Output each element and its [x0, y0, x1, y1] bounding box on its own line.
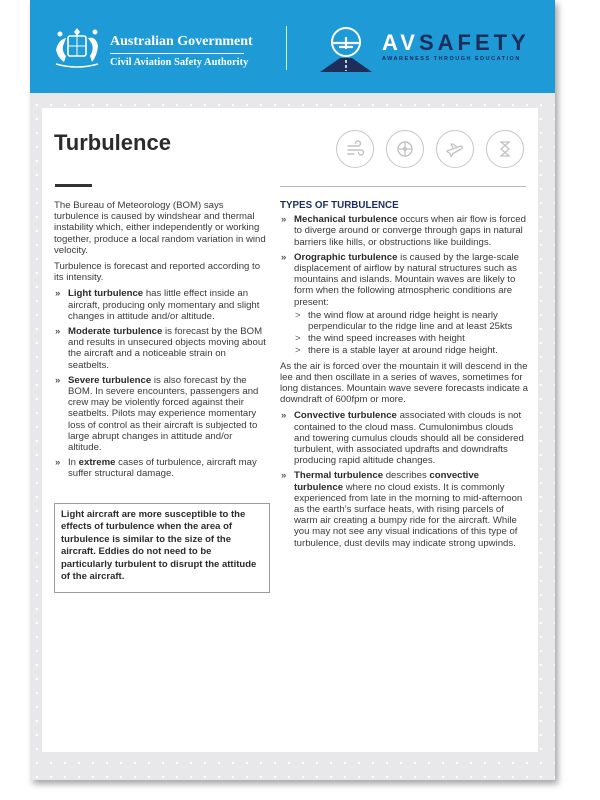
avsafety-logo-icon	[318, 26, 374, 74]
term: Mechanical turbulence	[294, 214, 398, 226]
definition: occurs when air flow is forced to diverge around or converge through gaps in natural barriers like hills, or obstructions like buildings.	[294, 214, 526, 248]
content-panel	[42, 108, 538, 752]
authority-name: Civil Aviation Safety Authority	[110, 57, 249, 68]
brand-av: AV	[382, 30, 419, 55]
definition: where no cloud exists. It is commonly experienced from late in the morning to mid-afternoon as the earth’s surface heats, with rising parcels of warm air creating a bumpy ride for the aircraft. While you may not see any visual indications of this type of turbulence, dust devils may indicate strong upwinds.	[294, 481, 523, 549]
title-accent-bar	[55, 184, 92, 187]
list-item	[54, 375, 266, 453]
page-title: Turbulence	[54, 130, 171, 155]
definition: has little effect inside an aircraft, producing only momentary and slight changes in attitude and/or altitude.	[68, 288, 260, 322]
list-item	[54, 326, 266, 371]
callout-box: Light aircraft are more susceptible to the effects of turbulence when the area of turbulence is similar to the size of the aircraft. Eddies do not need to be particularly turbulent to disrupt the attitude of the aircraft.	[54, 503, 270, 593]
list-item	[280, 252, 528, 357]
government-name: Australian Government	[110, 34, 253, 49]
document-page	[30, 0, 555, 780]
list-item	[54, 457, 266, 479]
conditions-list	[294, 310, 528, 357]
hourglass-icon	[486, 130, 524, 168]
government-wordmark	[110, 34, 253, 69]
types-heading: TYPES OF TURBULENCE	[280, 200, 399, 211]
term: Moderate turbulence	[68, 326, 163, 338]
types-list-continued	[280, 410, 528, 548]
definition: associated with clouds is not contained to the cloud mass. Cumulonimbus clouds and towering cumulus clouds should all be considered turbulent, with associated updrafts and downdrafts producing rapid altitude changes.	[294, 410, 524, 467]
title-rule	[280, 186, 526, 187]
brand-tagline: AWARENESS THROUGH EDUCATION	[382, 56, 521, 62]
term: Light turbulence	[68, 288, 144, 300]
list-item	[280, 410, 528, 466]
term: Severe turbulence	[68, 374, 152, 386]
list-item	[54, 288, 266, 322]
wind-icon	[336, 130, 374, 168]
intro-paragraph: The Bureau of Meteorology (BOM) says turbulence is caused by windshear and thermal instability which, either independently or working together, produce a local random variation in wind velocity.	[54, 200, 266, 256]
definition: is forecast by the BOM and results in unsecured objects moving about the aircraft and a noticeable strain on seatbelts.	[68, 326, 266, 371]
condition-item: > the wind flow at around ridge height is nearly perpendicular to the ridge line and at least 25kts	[294, 310, 528, 332]
left-column	[54, 200, 266, 484]
definition: describes	[383, 470, 430, 482]
term: Convective turbulence	[294, 410, 397, 422]
header-divider	[286, 26, 287, 70]
term: convective turbulence	[294, 470, 480, 493]
right-column	[280, 200, 528, 553]
rotor-icon	[386, 130, 424, 168]
list-item	[280, 214, 528, 248]
term: Orographic turbulence	[294, 251, 398, 263]
term: Thermal turbulence	[294, 470, 384, 482]
intensity-list	[54, 288, 266, 479]
aircraft-icon	[436, 130, 474, 168]
condition-item: > the wind speed increases with height	[294, 333, 528, 344]
coat-of-arms-icon	[48, 22, 106, 72]
types-list	[280, 214, 528, 356]
page-header	[30, 0, 555, 93]
forecast-paragraph: Turbulence is forecast and reported according to its intensity.	[54, 261, 261, 284]
definition: is caused by the large-scale displacement of airflow by natural structures such as mountains and islands. Mountain waves are likely to form when the following atmospheric conditions are present:	[294, 251, 520, 308]
brand-safety: SAFETY	[418, 30, 530, 55]
definition: cases of turbulence, aircraft may suffer structural damage.	[68, 457, 257, 480]
term: extreme	[78, 457, 116, 469]
prefix: In	[68, 457, 79, 469]
condition-item: > there is a stable layer at around ridge height.	[294, 345, 528, 356]
avsafety-wordmark	[382, 30, 530, 56]
wordmark-rule	[110, 53, 244, 54]
definition: is also forecast by the BOM. In severe encounters, passengers and crew may be violently forced against their seatbelts. Pilots may experience momentary loss of control as their aircraft is subjected to large abrupt changes in attitude and/or altitude.	[68, 374, 259, 454]
mountain-wave-paragraph: As the air is forced over the mountain it will descend in the lee and then oscillate in a series of waves, sometimes for long distances. Mountain wave severe forecasts indicate a downdraft of 600fpm or more.	[280, 360, 528, 406]
list-item	[280, 470, 528, 548]
